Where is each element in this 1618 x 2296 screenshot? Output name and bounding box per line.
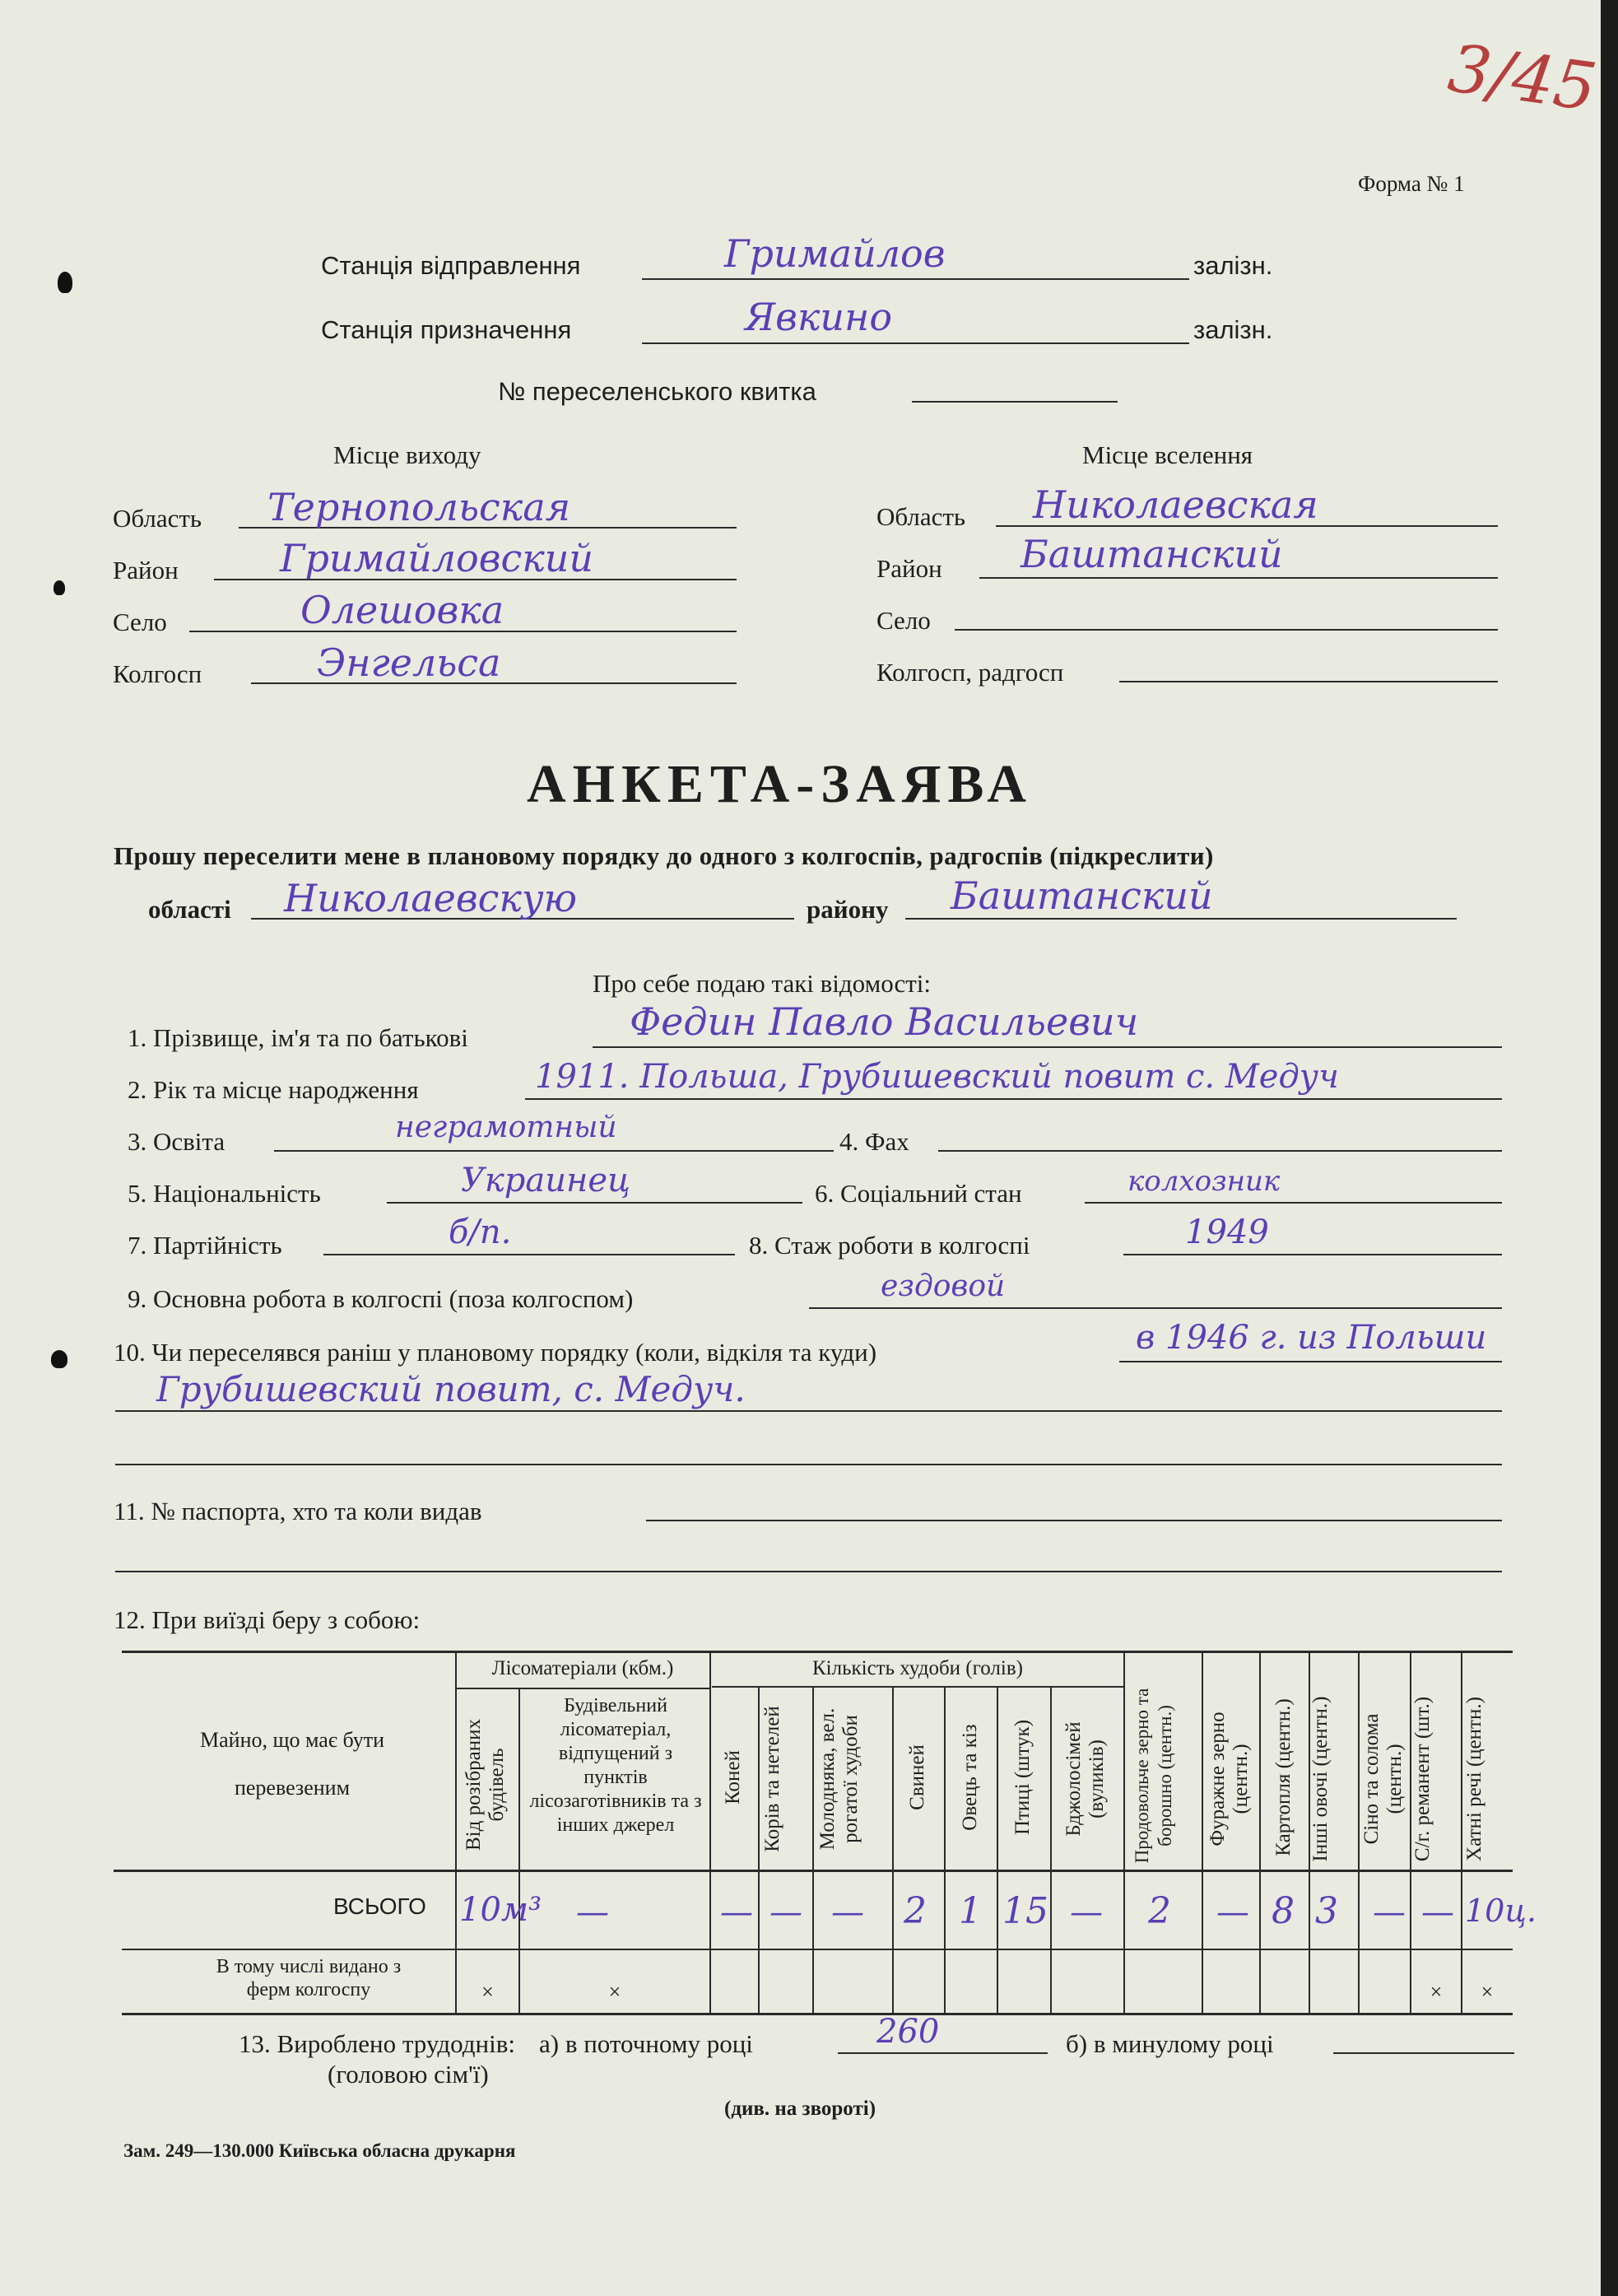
col-header: Коней	[722, 1750, 744, 1805]
col-header: Будівельний лісоматеріал, відпущений з пунктів лісозаготівників та з інших джерел	[529, 1695, 702, 1836]
request-raionu-value: Баштанский	[951, 873, 1213, 918]
printer-imprint: Зам. 249—130.000 Київська обласна друкарня	[123, 2140, 516, 2161]
f10-value-2: Грубишевский повит, с. Медуч.	[156, 1369, 746, 1409]
col-header: С/г. реманент (шт.)	[1411, 1696, 1434, 1862]
f1-label: 1. Прізвище, ім'я та по батькові	[128, 1023, 468, 1052]
f10-label: 10. Чи переселявся раніш у плановому порядку (коли, відкіля та куди)	[114, 1338, 877, 1367]
f10-value-1: в 1946 г. из Польши	[1136, 1319, 1487, 1357]
intro-text: Про себе подаю такі відомості:	[593, 969, 932, 998]
f9-label: 9. Основна робота в колгоспі (поза колгоспом)	[128, 1284, 634, 1313]
farm-value: ×	[481, 1980, 494, 2004]
request-oblasti-label: області	[148, 895, 231, 924]
f7-value: б/п.	[449, 1213, 512, 1251]
origin-oblast-label: Область	[113, 504, 202, 533]
total-value: —	[1216, 1893, 1249, 1931]
farm-value: ×	[608, 1980, 621, 2004]
f5-label: 5. Національність	[128, 1179, 321, 1208]
rail-suffix-2: залізн.	[1193, 315, 1273, 344]
total-value: —	[769, 1893, 802, 1931]
f8-label: 8. Стаж роботи в колгоспі	[749, 1231, 1030, 1260]
f12-label: 12. При виїзді беру з собою:	[114, 1605, 421, 1634]
col-header: Молодняка, вел. рогатої худоби	[816, 1707, 862, 1851]
destination-heading: Місце вселення	[1082, 440, 1253, 469]
f3-label: 3. Освіта	[128, 1127, 225, 1156]
archive-number: 3/45	[1444, 29, 1602, 127]
col-header: Картопля (центн.)	[1272, 1698, 1295, 1856]
f7-label: 7. Партійність	[128, 1231, 282, 1260]
col-header: Овець та кіз	[959, 1724, 981, 1831]
f1-value: Федин Павло Васильевич	[630, 999, 1139, 1044]
f8-value: 1949	[1185, 1213, 1269, 1251]
col-header: Продовольче зерно та борошно (центн.)	[1132, 1688, 1175, 1864]
col-header: Бджолосімей (вуликів)	[1062, 1721, 1108, 1837]
total-value: —	[576, 1893, 609, 1931]
col-header: Хатні речі (центн.)	[1463, 1697, 1485, 1861]
col-property-header: Майно, що має бути перевезеним	[200, 1728, 384, 1800]
col-header: Інші овочі (центн.)	[1309, 1696, 1332, 1862]
f3-value: неграмотный	[395, 1111, 617, 1144]
dest-oblast-label: Область	[876, 502, 966, 531]
total-value: —	[1421, 1893, 1454, 1931]
total-value: 10м³	[459, 1891, 542, 1929]
workdays-sub: (головою сім'ї)	[328, 2060, 489, 2089]
total-value: 15	[1002, 1890, 1048, 1932]
total-value: 2	[1148, 1890, 1171, 1932]
f4-label: 4. Фах	[839, 1127, 909, 1156]
origin-selo-value: Олешовка	[300, 588, 504, 632]
request-text: Прошу переселити мене в плановому порядку до одного з колгоспів, радгоспів (підкреслити)	[114, 841, 1214, 870]
col-header: Сіно та солома (центн.)	[1360, 1713, 1406, 1845]
origin-kolgosp-value: Энгельса	[317, 640, 501, 685]
group-livestock-header: Кількість худоби (голів)	[812, 1657, 1023, 1679]
row-farm-label: В тому числі видано з ферм колгоспу	[216, 1956, 402, 2000]
total-value: —	[720, 1893, 753, 1931]
f5-value: Украинец	[461, 1162, 630, 1199]
origin-raion-label: Район	[113, 556, 179, 584]
punch-hole	[53, 580, 65, 595]
row-total-label: ВСЬОГО	[333, 1893, 426, 1919]
farm-value: ×	[1430, 1980, 1443, 2004]
punch-hole	[58, 272, 72, 293]
total-value: —	[1373, 1893, 1406, 1931]
total-value: —	[831, 1893, 864, 1931]
col-header: Фуражне зерно (центн.)	[1207, 1712, 1252, 1847]
col-header: Корів та нетелей	[761, 1706, 783, 1852]
ticket-label: № переселенського квитка	[498, 377, 816, 406]
farm-value: ×	[1481, 1980, 1494, 2004]
form-title: АНКЕТА-ЗАЯВА	[527, 754, 1033, 814]
total-value: 2	[904, 1890, 927, 1932]
departure-label: Станція відправлення	[321, 251, 581, 280]
dest-oblast-value: Николаевская	[1033, 482, 1318, 527]
origin-kolgosp-label: Колгосп	[113, 659, 202, 688]
request-raionu-label: району	[807, 895, 889, 924]
form-number: Форма № 1	[1358, 171, 1465, 196]
total-value: 3	[1315, 1890, 1338, 1932]
total-value: 8	[1272, 1890, 1295, 1932]
departure-value: Гримайлов	[724, 231, 946, 276]
origin-oblast-value: Тернопольская	[267, 485, 571, 529]
col-header: Від розібраних будівель	[463, 1719, 508, 1851]
dest-kolgosp-label: Колгосп, радгосп	[876, 658, 1064, 687]
f6-label: 6. Соціальний стан	[815, 1179, 1022, 1208]
group-timber-header: Лісоматеріали (кбм.)	[491, 1657, 674, 1679]
total-value: —	[1070, 1893, 1103, 1931]
workdays-current-value: 260	[876, 2013, 940, 2051]
f6-value: колхозник	[1127, 1165, 1281, 1198]
destination-value: Явкино	[745, 295, 893, 339]
origin-selo-label: Село	[113, 608, 167, 636]
total-value: 1	[959, 1890, 982, 1932]
total-value: 10ц.	[1465, 1893, 1537, 1929]
origin-heading: Місце виходу	[333, 440, 481, 469]
workdays-label: 13. Вироблено трудоднів:	[239, 2029, 516, 2058]
col-header: Свиней	[906, 1744, 928, 1810]
workdays-previous-label: б) в минулому році	[1066, 2029, 1274, 2058]
dest-selo-label: Село	[876, 606, 931, 635]
origin-raion-value: Гримайловский	[280, 536, 593, 580]
dest-raion-label: Район	[876, 554, 942, 583]
see-back-note: (див. на звороті)	[724, 2098, 876, 2120]
f2-value: 1911. Польша, Грубишевский повит с. Медуч	[535, 1058, 1339, 1096]
f11-label: 11. № паспорта, хто та коли видав	[114, 1497, 482, 1525]
col-header: Птиці (штук)	[1011, 1719, 1034, 1836]
dest-raion-value: Баштанский	[1021, 532, 1283, 576]
f9-value: ездовой	[881, 1269, 1006, 1303]
destination-label: Станція призначення	[321, 315, 572, 344]
request-oblasti-value: Николаевскую	[284, 876, 578, 920]
f2-label: 2. Рік та місце народження	[128, 1075, 419, 1104]
punch-hole	[51, 1350, 67, 1368]
rail-suffix-1: залізн.	[1193, 251, 1273, 280]
workdays-current-label: а) в поточному році	[539, 2029, 753, 2058]
